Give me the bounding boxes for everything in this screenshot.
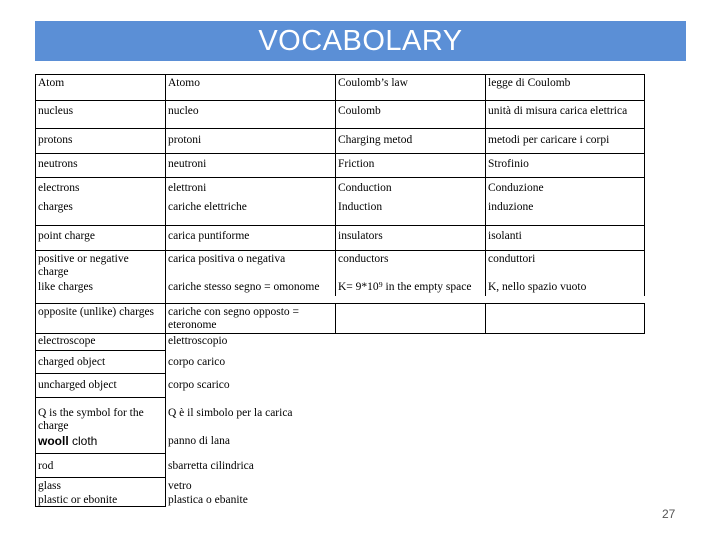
table-cell: Charging metod	[338, 134, 413, 146]
table-cell: charged object	[38, 356, 106, 368]
table-col-divider-2b	[335, 303, 336, 333]
table-cell: point charge	[38, 230, 95, 242]
table-row-line	[35, 477, 166, 478]
table-cell: Q è il simbolo per la carica	[168, 407, 293, 419]
table-cell: legge di Coulomb	[488, 77, 571, 89]
page-title: VOCABOLARY	[258, 25, 463, 57]
table-cell: carica puntiforme	[168, 230, 250, 242]
table-cell-bold-word: wooll	[38, 434, 69, 448]
table-border-left	[35, 74, 36, 507]
table-row-line	[35, 303, 645, 304]
table-row-line	[35, 250, 645, 251]
table-row-line	[35, 128, 645, 129]
table-row-line	[35, 177, 645, 178]
table-cell-word: cloth	[68, 434, 98, 448]
table-row-line	[35, 100, 645, 101]
table-cell: electrons	[38, 182, 80, 194]
table-cell: charges	[38, 201, 73, 213]
title-banner	[35, 21, 686, 61]
table-cell: corpo scarico	[168, 379, 230, 391]
table-border-right-b	[644, 303, 645, 333]
table-cell: opposite (unlike) charges	[38, 306, 155, 318]
table-cell: protons	[38, 134, 73, 146]
table-cell: Conduzione	[488, 182, 544, 194]
table-cell: Conduction	[338, 182, 392, 194]
table-cell	[38, 435, 97, 449]
table-cell: elettroscopio	[168, 335, 228, 347]
table-cell: K= 9*10⁹ in the empty space	[338, 281, 472, 293]
table-cell: Coulomb	[338, 105, 381, 117]
table-cell: carica positiva o negativa	[168, 253, 286, 265]
table-border-top	[35, 74, 645, 75]
table-cell: K, nello spazio vuoto	[488, 281, 587, 293]
table-border-right-a	[644, 74, 645, 296]
table-cell: Q is the symbol for the charge	[38, 407, 144, 432]
table-cell: nucleo	[168, 105, 199, 117]
table-cell: metodi per caricare i corpi	[488, 134, 610, 146]
table-cell: elettroni	[168, 182, 207, 194]
table-cell: panno di lana	[168, 435, 230, 447]
table-cell: Friction	[338, 158, 375, 170]
table-cell: electroscope	[38, 335, 96, 347]
page-number: 27	[662, 507, 676, 521]
table-cell: Coulomb’s law	[338, 77, 408, 89]
table-cell: positive or negative charge	[38, 253, 129, 278]
table-row-line	[35, 350, 165, 351]
table-cell: neutroni	[168, 158, 207, 170]
table-row-line	[35, 453, 166, 454]
table-row-line	[35, 333, 645, 334]
table-cell: Atom	[38, 77, 65, 89]
table-cell: corpo carico	[168, 356, 226, 368]
table-cell: induzione	[488, 201, 534, 213]
table-cell: glass	[38, 480, 61, 492]
table-cell: nucleus	[38, 105, 74, 117]
table-cell: plastic or ebonite	[38, 494, 118, 506]
table-cell: protoni	[168, 134, 202, 146]
table-cell: uncharged object	[38, 379, 117, 391]
table-cell: vetro	[168, 480, 192, 492]
table-cell: neutrons	[38, 158, 78, 170]
table-cell: conduttori	[488, 253, 536, 265]
table-col-divider-1	[165, 74, 166, 507]
table-row-line	[35, 225, 645, 226]
table-cell: Induction	[338, 201, 383, 213]
table-cell: sbarretta cilindrica	[168, 460, 254, 472]
table-cell: cariche stesso segno = omonome	[168, 281, 320, 293]
table-cell: isolanti	[488, 230, 522, 242]
table-col-divider-3b	[485, 303, 486, 333]
table-cell: unità di misura carica elettrica	[488, 105, 628, 117]
table-cell: insulators	[338, 230, 383, 242]
table-cell: like charges	[38, 281, 94, 293]
table-row-line	[35, 153, 645, 154]
table-row-line	[35, 397, 166, 398]
table-cell: Atomo	[168, 77, 200, 89]
table-col-divider-2a	[335, 74, 336, 296]
table-col-divider-3a	[485, 74, 486, 296]
table-cell: cariche con segno opposto = eteronome	[168, 306, 300, 331]
table-cell: Strofinio	[488, 158, 529, 170]
table-cell: conductors	[338, 253, 389, 265]
table-cell: rod	[38, 460, 54, 472]
table-row-line	[35, 373, 166, 374]
table-cell: plastica o ebanite	[168, 494, 248, 506]
table-cell: cariche elettriche	[168, 201, 247, 213]
